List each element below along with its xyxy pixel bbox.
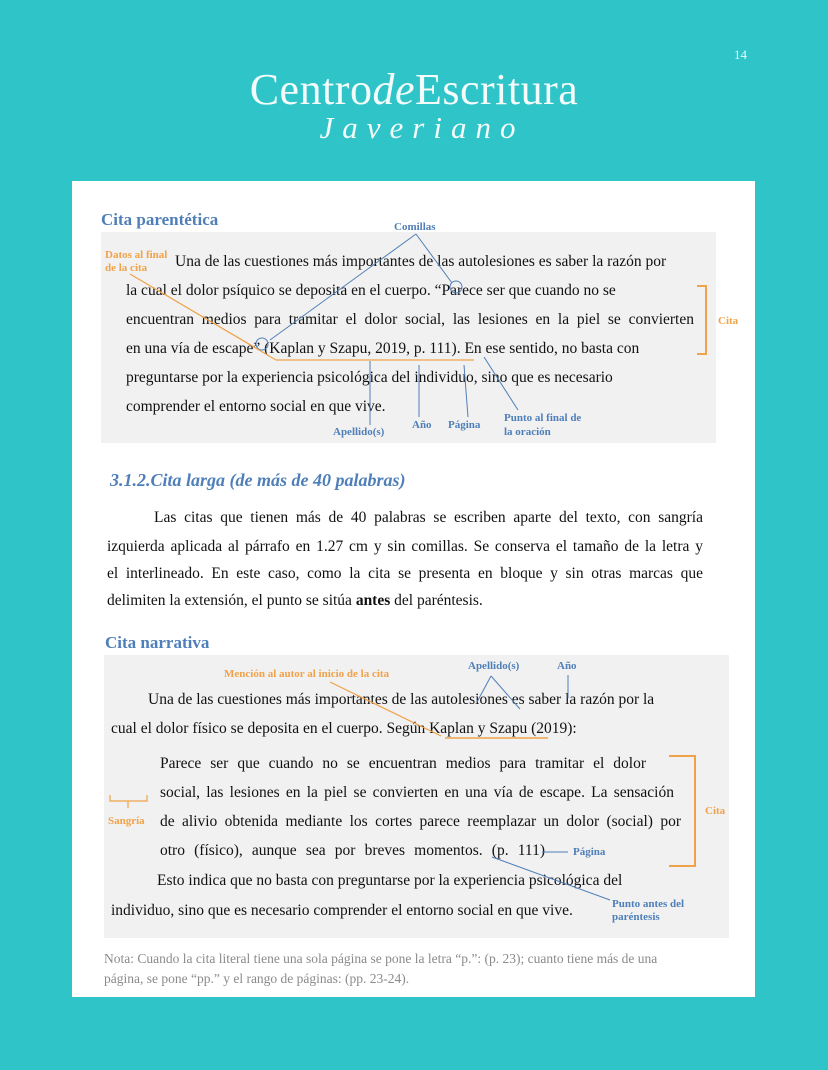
narrative-intro-text: cual el dolor físico se deposita en el cuerpo. Según: [111, 720, 430, 737]
annotation-mencion: Mención al autor al inicio de la cita: [224, 668, 390, 680]
narrative-block-line-4: otro (físico), aunque sea por breves momentos. (p. 111): [160, 842, 545, 859]
parenthetical-line-3: encuentran medios para tramitar el dolor social, las lesiones en la piel se convierten: [126, 311, 694, 328]
note-line-2: página, se pone “pp.” y el rango de páginas: (pp. 23-24).: [104, 971, 410, 986]
parenthetical-line-6: comprender el entorno social en que vive.: [126, 398, 386, 415]
long-quote-line-4-text: delimiten la extensión, el punto se sitúa: [107, 592, 356, 609]
long-quote-line-4-end: del paréntesis.: [390, 592, 483, 609]
logo-title: [0, 64, 828, 116]
narrative-intro-line-2: [111, 719, 577, 739]
parenthetical-line-2: la cual el dolor psíquico se deposita en el cuerpo. “Parece ser que cuando no se: [126, 282, 616, 299]
annotation-punto-antes-1: Punto antes del: [612, 898, 685, 910]
annotation-datos-final-1: Datos al final: [105, 249, 168, 261]
narrative-author-mention: Kaplan y Szapu: [429, 720, 528, 737]
narrative-after-line-1: Esto indica que no basta con preguntarse por la experiencia psicológica del: [157, 872, 623, 889]
logo-subtitle: Javeriano: [319, 110, 525, 145]
annotation-narrative-pagina: Página: [573, 846, 606, 858]
long-quote-line-2: izquierda aplicada al párrafo en 1.27 cm y sin comillas. Se conserva el tamaño de la letra y: [107, 538, 703, 555]
narrative-block-line-2: social, las lesiones en la piel se convierten en una vía de escape. La sensación: [160, 784, 674, 801]
narrative-title: Cita narrativa: [105, 633, 210, 652]
annotation-sangria: Sangría: [108, 815, 145, 827]
parenthetical-line-1: Una de las cuestiones más importantes de las autolesiones es saber la razón por: [175, 253, 667, 270]
narrative-block-line-1: Parece ser que cuando no se encuentran medios para tramitar el dolor: [160, 755, 646, 772]
long-quote-line-4: [107, 591, 483, 611]
logo-part-de: de: [372, 65, 415, 114]
parenthetical-line-5: preguntarse por la experiencia psicológica del individuo, sino que es necesario: [126, 369, 613, 386]
narrative-block-line-3: de alivio obtenida mediante los cortes parece reemplazar un dolor (social) por: [160, 813, 681, 830]
annotation-apellidos: Apellido(s): [333, 426, 385, 438]
annotation-comillas: Comillas: [394, 221, 436, 233]
long-quote-line-3: el interlineado. En este caso, como la cita se presenta en bloque y sin otras marcas que: [107, 565, 703, 582]
annotation-punto-final-1: Punto al final de: [504, 412, 582, 424]
narrative-year: (2019):: [527, 720, 577, 737]
annotation-cita: Cita: [718, 315, 739, 327]
annotation-anio: Año: [412, 419, 432, 431]
logo-part-centro: Centro: [249, 65, 373, 114]
long-quote-bold-antes: antes: [355, 592, 391, 609]
annotation-punto-final-2: la oración: [504, 426, 551, 438]
parenthetical-line-4: en una vía de escape” (Kaplan y Szapu, 2019, p. 111). En ese sentido, no basta con: [126, 340, 640, 357]
annotation-punto-antes-2: paréntesis: [612, 911, 660, 923]
annotation-narrative-apellidos: Apellido(s): [468, 660, 520, 672]
long-quote-line-1: Las citas que tienen más de 40 palabras se escriben aparte del texto, con sangría: [154, 509, 703, 526]
note-line-1: Nota: Cuando la cita literal tiene una sola página se pone la letra “p.”: (p. 23); cuanto tiene más de una: [104, 951, 658, 966]
narrative-after-line-2: individuo, sino que es necesario comprender el entorno social en que vive.: [111, 902, 573, 919]
annotation-datos-final-2: de la cita: [105, 262, 148, 274]
parenthetical-title: Cita parentética: [101, 210, 219, 229]
annotation-pagina: Página: [448, 419, 481, 431]
page-number: 14: [734, 47, 747, 62]
annotation-narrative-cita: Cita: [705, 805, 726, 817]
long-quote-heading: 3.1.2.Cita larga (de más de 40 palabras): [110, 470, 406, 490]
annotation-narrative-anio: Año: [557, 660, 577, 672]
narrative-intro-line-1: Una de las cuestiones más importantes de las autolesiones es saber la razón por la: [148, 691, 655, 708]
logo-part-escritura: Escritura: [414, 65, 579, 114]
